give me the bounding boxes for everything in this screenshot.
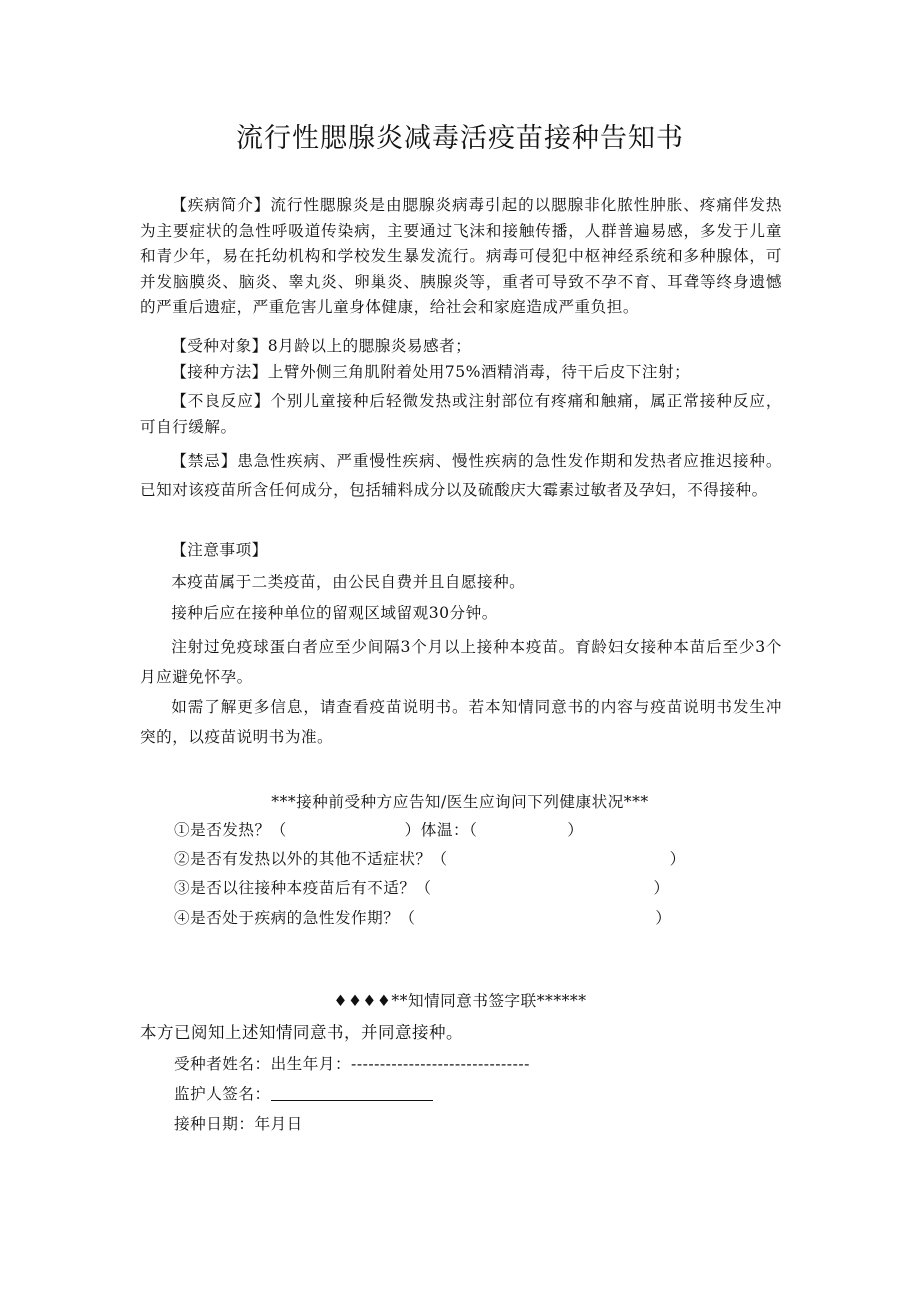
disease-intro-paragraph bbox=[140, 193, 782, 321]
method-paragraph bbox=[140, 360, 782, 386]
reaction-label: 【不良反应】 bbox=[171, 392, 271, 410]
target-label: 【受种对象】 bbox=[171, 337, 268, 355]
note-item: 注射过免疫球蛋白者应至少间隔3个月以上接种本疫苗。育龄妇女接种本苗后至少3个月应避免怀孕。 bbox=[140, 638, 782, 686]
consent-heading: ♦♦♦♦**知情同意书签字联****** bbox=[333, 992, 587, 1010]
health-question-2 bbox=[174, 847, 686, 872]
question-text: ） bbox=[653, 879, 670, 897]
notes-label: 【注意事项】 bbox=[171, 541, 268, 559]
method-label: 【接种方法】 bbox=[171, 363, 268, 381]
health-question-1 bbox=[174, 818, 583, 843]
reaction-paragraph bbox=[140, 389, 782, 440]
consent-statement: 本方已阅知上述知情同意书，并同意接种。 bbox=[140, 1023, 463, 1042]
vaccination-date: 接种日期：年月日 bbox=[174, 1115, 303, 1133]
name-birth-line bbox=[174, 1052, 530, 1077]
question-text: ②是否有发热以外的其他不适症状？（ bbox=[174, 850, 448, 868]
health-heading: ***接种前受种方应告知/医生应询问下列健康状况*** bbox=[271, 793, 649, 811]
question-text: ） bbox=[669, 850, 686, 868]
name-birth-field[interactable]: ------------------------------- bbox=[351, 1055, 530, 1073]
question-text: ）体温：（ bbox=[404, 821, 478, 839]
note-item: 接种后应在接种单位的留观区域留观30分钟。 bbox=[171, 604, 498, 622]
reaction-text: 个别儿童接种后轻微发热或注射部位有疼痛和触痛，属正常接种反应，可自行缓解。 bbox=[140, 392, 782, 436]
guardian-line bbox=[174, 1082, 433, 1107]
health-question-3 bbox=[174, 876, 670, 901]
guardian-label: 监护人签名： bbox=[174, 1085, 271, 1103]
guardian-signature-field[interactable] bbox=[271, 1084, 433, 1101]
question-text: ④是否处于疾病的急性发作期？（ bbox=[174, 909, 416, 927]
intro-text: 流行性腮腺炎是由腮腺炎病毒引起的以腮腺非化脓性肿胀、疼痛伴发热为主要症状的急性呼吸道传染病，主要通过飞沫和接触传播，人群普遍易感，多发于儿童和青少年，易在托幼机构和学校发生暴发流行。病毒可侵犯中枢神经系统和多种腺体，可并发脑膜炎、脑炎、睾丸炎、卵巢炎、胰腺炎等，重者可导致不孕不育、耳聋等终身遗憾的严重后遗症，严重危害儿童身体健康，给社会和家庭造成严重负担。 bbox=[140, 196, 782, 316]
name-birth-label: 受种者姓名：出生年月： bbox=[174, 1055, 352, 1073]
page-title: 流行性腮腺炎减毒活疫苗接种告知书 bbox=[236, 123, 684, 154]
contra-text: 患急性疾病、严重慢性疾病、慢性疾病的急性发作期和发热者应推迟接种。已知对该疫苗所含任何成分，包括辅料成分以及硫酸庆大霉素过敏者及孕妇，不得接种。 bbox=[140, 452, 782, 499]
intro-label: 【疾病简介】 bbox=[171, 196, 271, 214]
target-paragraph bbox=[140, 334, 782, 360]
note-item: 本疫苗属于二类疫苗，由公民自费并且自愿接种。 bbox=[171, 573, 526, 591]
health-question-4 bbox=[174, 906, 672, 931]
question-text: ①是否发热？（ bbox=[174, 821, 287, 839]
question-text: ） bbox=[655, 909, 672, 927]
method-text: 上臂外侧三角肌附着处用75%酒精消毒，待干后皮下注射； bbox=[267, 363, 691, 381]
target-text: 8月龄以上的腮腺炎易感者； bbox=[267, 337, 472, 355]
question-text: ③是否以往接种本疫苗后有不适？（ bbox=[174, 879, 432, 897]
note-item: 如需了解更多信息，请查看疫苗说明书。若本知情同意书的内容与疫苗说明书发生冲突的，以疫苗说明书为准。 bbox=[140, 698, 782, 746]
question-text: ） bbox=[567, 821, 584, 839]
contra-label: 【禁忌】 bbox=[171, 452, 238, 470]
contraindication-paragraph bbox=[140, 447, 782, 505]
